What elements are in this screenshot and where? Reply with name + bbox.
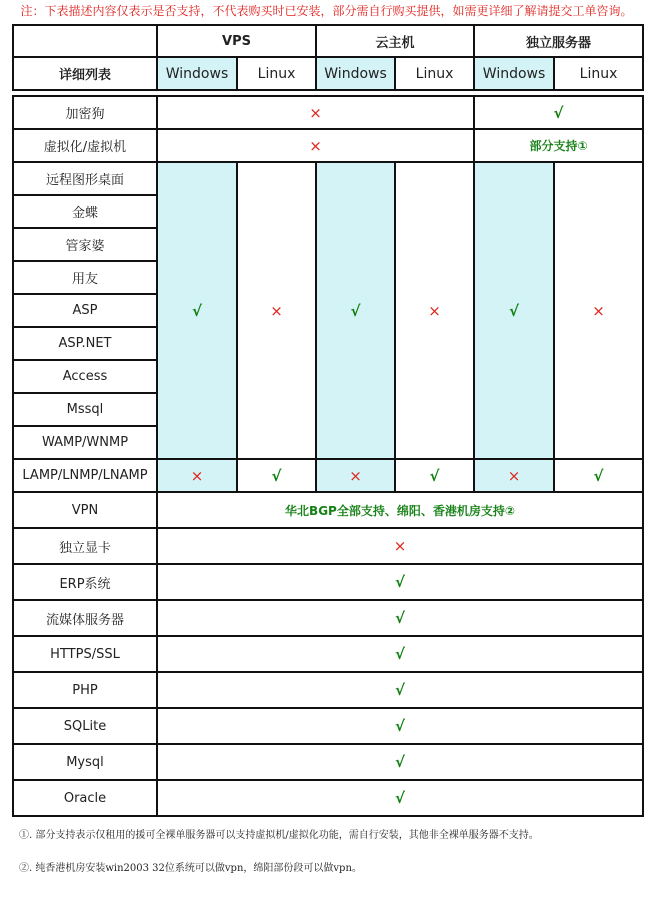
cell-all (157, 780, 643, 816)
check-icon: √ (271, 466, 282, 485)
partial-support-text: 部分支持① (529, 139, 588, 153)
row-php (13, 672, 643, 708)
group-dedicated-server: 独立服务器 (474, 25, 643, 57)
row-label: ERP系统 (13, 564, 157, 600)
os-vps-windows: Windows (157, 57, 237, 90)
header-row-groups (13, 25, 643, 57)
row-label: Access (13, 360, 157, 393)
vpn-support-text: 华北BGP全部支持、绵阳、香港机房支持② (285, 503, 515, 518)
row-vpn (13, 492, 643, 528)
os-dedicated-linux: Linux (554, 57, 643, 90)
row-mysql (13, 744, 643, 780)
os-dedicated-windows: Windows (474, 57, 554, 90)
cell-all (157, 636, 643, 672)
cell-dedicated-linux (554, 459, 643, 492)
group-vps: VPS (157, 25, 316, 57)
check-icon: √ (593, 466, 604, 485)
row-label: 用友 (13, 261, 157, 294)
cross-icon: × (190, 466, 204, 485)
cell-cloud-linux (395, 459, 474, 492)
row-label: 虚拟化/虚拟机 (13, 129, 157, 162)
row-erp (13, 564, 643, 600)
cell-vps-windows (157, 459, 237, 492)
check-icon: √ (429, 466, 440, 485)
check-icon: √ (395, 789, 406, 807)
check-icon: √ (553, 103, 564, 122)
footnote-2: ②. 纯香港机房安装win2003 32位系统可以做vpn，绵阳部份段可以做vpn。 (19, 863, 362, 874)
header-row-os (13, 57, 643, 90)
cross-icon: × (428, 301, 441, 320)
check-icon: √ (395, 717, 406, 735)
cell-all (157, 492, 643, 528)
cell-all (157, 672, 643, 708)
cross-icon: × (309, 136, 322, 155)
cell-cloud-windows (316, 162, 395, 459)
cross-icon: × (270, 301, 283, 320)
cell-cloud-linux (395, 162, 474, 459)
cell-all (157, 528, 643, 564)
check-icon: √ (395, 609, 406, 627)
cell-dedicated-linux (554, 162, 643, 459)
row-virtualization (13, 129, 643, 162)
cell-dedicated (474, 96, 643, 129)
row-label: LAMP/LNMP/LNAMP (13, 459, 157, 492)
os-cloud-linux: Linux (395, 57, 474, 90)
row-streaming (13, 600, 643, 636)
disclaimer-note: 注：下表描述内容仅表示是否支持，不代表购买时已安装，部分需自行购买提供，如需更详细了解请提交工单咨询。 (20, 4, 633, 18)
row-https (13, 636, 643, 672)
row-label: 远程图形桌面 (13, 162, 157, 195)
row-group-item (13, 162, 643, 195)
row-lamp (13, 459, 643, 492)
group-cloud-host: 云主机 (316, 25, 474, 57)
os-cloud-windows: Windows (316, 57, 395, 90)
row-label: ASP (13, 294, 157, 327)
row-label: Mysql (13, 744, 157, 780)
check-icon: √ (350, 301, 361, 320)
check-icon: √ (395, 681, 406, 699)
cell-dedicated-windows (474, 459, 554, 492)
row-label: SQLite (13, 708, 157, 744)
feature-support-table (12, 24, 644, 883)
footnote-1: ①. 部分支持表示仅租用的援可全裸单服务器可以支持虚拟机/虚拟化功能，需自行安装，其他非全裸单服务器不支持。 (19, 830, 539, 841)
cross-icon: × (393, 537, 407, 555)
row-label: HTTPS/SSL (13, 636, 157, 672)
row-label: ASP.NET (13, 327, 157, 360)
check-icon: √ (509, 301, 520, 320)
cell-cloud-windows (316, 459, 395, 492)
row-label: Mssql (13, 393, 157, 426)
cross-icon: × (592, 301, 605, 320)
row-gpu (13, 528, 643, 564)
cross-icon: × (309, 103, 322, 122)
row-label: 独立显卡 (13, 528, 157, 564)
row-label: WAMP/WNMP (13, 426, 157, 459)
os-vps-linux: Linux (237, 57, 316, 90)
check-icon: √ (395, 753, 406, 771)
row-label: 管家婆 (13, 228, 157, 261)
cell-vps-cloud (157, 129, 474, 162)
cross-icon: × (507, 466, 521, 485)
cell-all (157, 564, 643, 600)
cell-vps-windows (157, 162, 237, 459)
cell-dedicated (474, 129, 643, 162)
corner-cell (13, 25, 157, 57)
list-label: 详细列表 (13, 57, 157, 90)
row-label: 加密狗 (13, 96, 157, 129)
cell-all (157, 744, 643, 780)
check-icon: √ (395, 645, 406, 663)
cell-vps-linux (237, 459, 316, 492)
row-sqlite (13, 708, 643, 744)
cross-icon: × (349, 466, 362, 485)
check-icon: √ (191, 301, 202, 320)
row-label: VPN (13, 492, 157, 528)
row-label: PHP (13, 672, 157, 708)
row-dongle (13, 96, 643, 129)
row-label: 金蝶 (13, 195, 157, 228)
row-label: 流媒体服务器 (13, 600, 157, 636)
cell-all (157, 600, 643, 636)
cell-vps-linux (237, 162, 316, 459)
cell-all (157, 708, 643, 744)
check-icon: √ (395, 573, 406, 591)
row-label: Oracle (13, 780, 157, 816)
row-oracle (13, 780, 643, 816)
cell-dedicated-windows (474, 162, 554, 459)
cell-vps-cloud (157, 96, 474, 129)
